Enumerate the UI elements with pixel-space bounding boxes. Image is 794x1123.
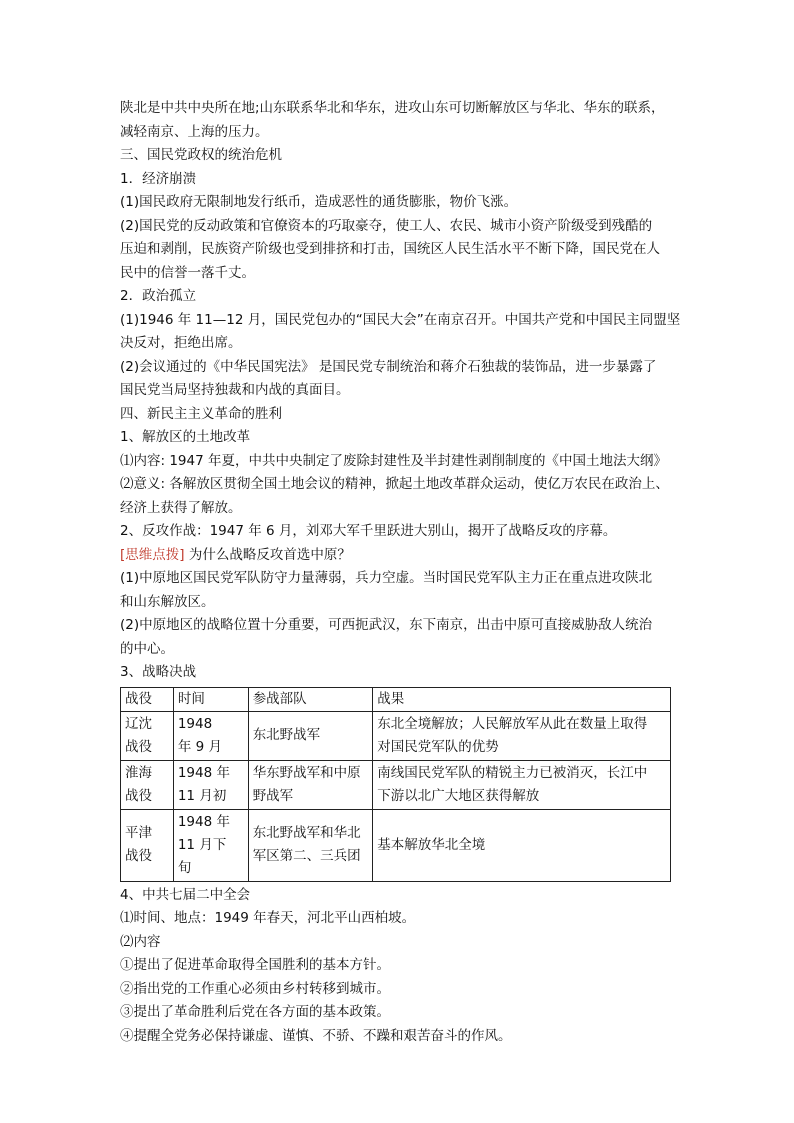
battle-cell-line: 战役 <box>125 848 152 864</box>
list-item: ③提出了革命胜利后党在各方面的基本政策。 <box>120 1004 390 1020</box>
battle-cell-line: 战役 <box>125 787 152 804</box>
list-item: ②指出党的工作重心必须由乡村转移到城市。 <box>120 980 390 997</box>
header-cell-time: 时间 <box>173 687 248 711</box>
result-cell-line: 基本解放华北全境 <box>377 836 486 853</box>
troops-cell-line: 华东野战军和中原 <box>252 764 361 781</box>
battle-cell <box>121 809 174 881</box>
text-line: 1、解放区的土地改革 <box>120 429 251 445</box>
text-line: 减轻南京、上海的压力。 <box>120 123 269 140</box>
battle-cell-line: 淮海 <box>125 764 152 781</box>
time-cell-line: 年 9 月 <box>177 738 223 755</box>
list-item: ①提出了促进革命取得全国胜利的基本方针。 <box>120 957 390 973</box>
result-cell <box>373 809 671 881</box>
time-cell-line: 1948 <box>177 715 213 732</box>
text-line: (2)会议通过的《中华民国宪法》 是国民党专制统治和蒋介石独裁的装饰品，进一步暴露了 <box>120 358 657 375</box>
time-cell-line: 11 月初 <box>177 787 227 804</box>
text-line: 3、战略决战 <box>120 664 197 680</box>
text-line: 经济上获得了解放。 <box>120 499 242 516</box>
time-cell <box>173 809 248 881</box>
time-cell <box>173 711 248 760</box>
text-line: ⑵内容 <box>120 933 161 950</box>
table-body <box>121 711 671 881</box>
table-header-row <box>121 687 671 711</box>
text-line: 压迫和剥削，民族资产阶级也受到排挤和打击，国统区人民生活水平不断下降，国民党在人 <box>120 241 660 257</box>
result-cell-line: 东北全境解放；人民解放军从此在数量上取得 <box>377 715 648 732</box>
section-serif-list <box>120 954 680 1048</box>
troops-cell <box>248 711 373 760</box>
header-cell-battle: 战役 <box>121 687 174 711</box>
think-question: 为什么战略反攻首选中原？ <box>184 546 351 563</box>
text-line: ⑴内容: 1947 年夏，中共中央制定了废除封建性及半封建性剥削制度的《中国土地法大纲》 <box>120 452 667 469</box>
text-line: (1)1946 年 11—12 月，国民党包办的“国民大会”在南京召开。中国共产党和中国民主同盟坚 <box>120 311 680 328</box>
text-line: 和山东解放区。 <box>120 593 215 610</box>
text-line: 2．政治孤立 <box>120 288 197 304</box>
text-line: 国民党当局坚持独裁和内战的真面目。 <box>120 382 350 398</box>
troops-cell-line: 东北野战军 <box>252 727 321 743</box>
battle-cell-line: 平津 <box>125 825 152 841</box>
table-row <box>121 809 671 881</box>
document-content <box>120 97 680 1048</box>
text-line: 四、新民主主义革命的胜利 <box>120 405 282 422</box>
battle-cell <box>121 760 174 809</box>
text-line: 决反对，拒绝出席。 <box>120 335 242 351</box>
text-line: ⑴时间、地点：1949 年春天，河北平山西柏坡。 <box>120 910 416 926</box>
text-line: (1)中原地区国民党军队防守力量薄弱，兵力空虚。当时国民党军队主力正在重点进攻陕北 <box>120 570 653 586</box>
think-line <box>120 544 680 568</box>
table-row <box>121 760 671 809</box>
battle-table <box>120 687 671 882</box>
think-label: [思维点拨] <box>120 546 185 563</box>
text-line: 2、反攻作战：1947 年 6 月，刘邓大军千里跃进大别山，揭开了战略反攻的序幕。 <box>120 523 617 539</box>
text-line: 1．经济崩溃 <box>120 170 197 187</box>
text-line: 4、中共七届二中全会 <box>120 886 251 903</box>
text-line: (2)国民党的反动政策和官僚资本的巧取豪夺，使工人、农民、城市小资产阶级受到残酷的 <box>120 217 653 234</box>
header-cell-troops: 参战部队 <box>248 687 373 711</box>
text-line: (2)中原地区的战略位置十分重要，可西扼武汉，东下南京，出击中原可直接威胁敌人统治 <box>120 617 653 633</box>
table-row <box>121 711 671 760</box>
result-cell <box>373 711 671 760</box>
list-item: ④提醒全党务必保持谦虚、谨慎、不骄、不躁和艰苦奋斗的作风。 <box>120 1027 512 1044</box>
text-line: ⑵意义: 各解放区贯彻全国土地会议的精神，掀起土地改革群众运动，使亿万农民在政治上、 <box>120 476 669 492</box>
troops-cell-line: 野战军 <box>252 787 294 804</box>
time-cell-line: 旬 <box>177 859 192 876</box>
section-top <box>120 97 680 544</box>
text-line: (1)国民政府无限制地发行纸币，造成恶性的通货膨胀，物价飞涨。 <box>120 194 518 210</box>
battle-cell-line: 战役 <box>125 738 152 755</box>
section-bottom <box>120 884 680 955</box>
troops-cell-line: 军区第二、三兵团 <box>252 848 361 864</box>
text-line: 三、国民党政权的统治危机 <box>120 147 282 163</box>
result-cell-line: 对国民党军队的优势 <box>377 738 499 755</box>
troops-cell <box>248 760 373 809</box>
header-cell-result: 战果 <box>373 687 671 711</box>
time-cell-line: 11 月下 <box>177 836 227 853</box>
troops-cell <box>248 809 373 881</box>
section-mid <box>120 567 680 685</box>
time-cell-line: 1948 年 <box>177 764 230 781</box>
battle-cell-line: 辽沈 <box>125 715 152 732</box>
text-line: 民中的信誉一落千丈。 <box>120 264 255 281</box>
text-line: 的中心。 <box>120 640 174 657</box>
time-cell <box>173 760 248 809</box>
result-cell-line: 南线国民党军队的精锐主力已被消灭，长江中 <box>377 764 648 781</box>
result-cell <box>373 760 671 809</box>
time-cell-line: 1948 年 <box>177 813 230 830</box>
troops-cell-line: 东北野战军和华北 <box>252 825 361 841</box>
result-cell-line: 下游以北广大地区获得解放 <box>377 787 540 804</box>
text-line: 陕北是中共中央所在地;山东联系华北和华东，进攻山东可切断解放区与华北、华东的联系， <box>120 100 665 116</box>
battle-cell <box>121 711 174 760</box>
